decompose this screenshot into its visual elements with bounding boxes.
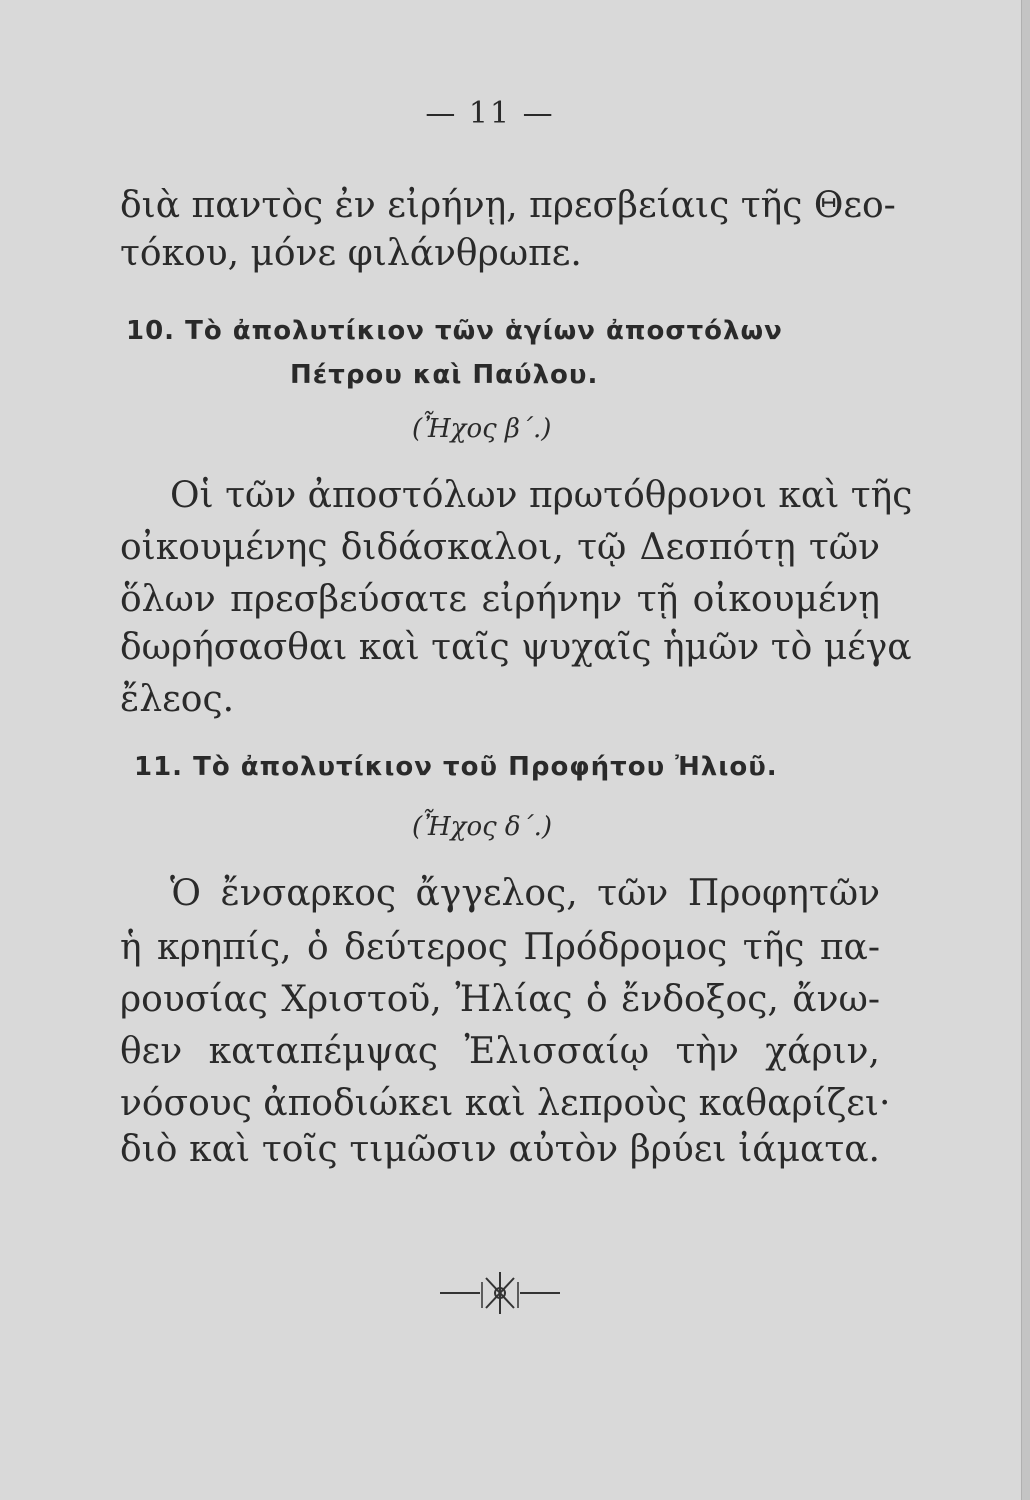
section-11-line-6: διὸ καὶ τοῖς τιμῶσιν αὐτὸν βρύει ἰάματα. [120, 1129, 880, 1170]
section-10-line-2: οἰκουμένης διδάσκαλοι, τῷ Δεσπότῃ τῶν [120, 527, 880, 568]
section-10-tone: (Ἦχος β΄.) [412, 414, 552, 444]
page-edge [1021, 0, 1030, 1500]
section-11-line-3: ρουσίας Χριστοῦ, Ἠλίας ὁ ἔνδοξος, ἄνω- [120, 979, 880, 1020]
section-10-line-3: ὅλων πρεσβεύσατε εἰρήνην τῇ οἰκουμένῃ [120, 579, 880, 620]
section-10-line-4: δωρήσασθαι καὶ ταῖς ψυχαῖς ἡμῶν τὸ μέγα [120, 627, 912, 668]
section-11-line-5: νόσους ἀποδιώκει καὶ λεπροὺς καθαρίζει· [120, 1083, 891, 1124]
section-11-line-1: Ὁ ἔνσαρκος ἄγγελος, τῶν Προφητῶν [170, 873, 880, 914]
section-10-line-1: Οἱ τῶν ἀποστόλων πρωτόθρονοι καὶ τῆς [170, 475, 913, 516]
section-11-tone: (Ἦχος δ΄.) [412, 812, 552, 842]
section-10-heading: 10. Τὸ ἀπολυτίκιον τῶν ἁγίων ἀποστόλων [126, 316, 783, 346]
section-11-line-2: ἡ κρηπίς, ὁ δεύτερος Πρόδρομος τῆς πα- [120, 927, 880, 968]
section-10-line-5: ἔλεος. [120, 679, 235, 720]
section-11-line-4: θεν καταπέμψας Ἐλισσαίῳ τὴν χάριν, [120, 1031, 880, 1072]
ornament-icon [440, 1268, 560, 1318]
section-11-heading: 11. Τὸ ἀπολυτίκιον τοῦ Προφήτου Ἠλιοῦ. [134, 752, 778, 782]
section-10-heading-line-2: Πέτρου καὶ Παύλου. [290, 360, 599, 390]
continuation-line-1: διὰ παντὸς ἐν εἰρήνῃ, πρεσβείαις τῆς Θεο- [120, 185, 896, 226]
continuation-line-2: τόκου, μόνε φιλάνθρωπε. [120, 233, 582, 274]
page-number: — 11 — [425, 96, 555, 131]
